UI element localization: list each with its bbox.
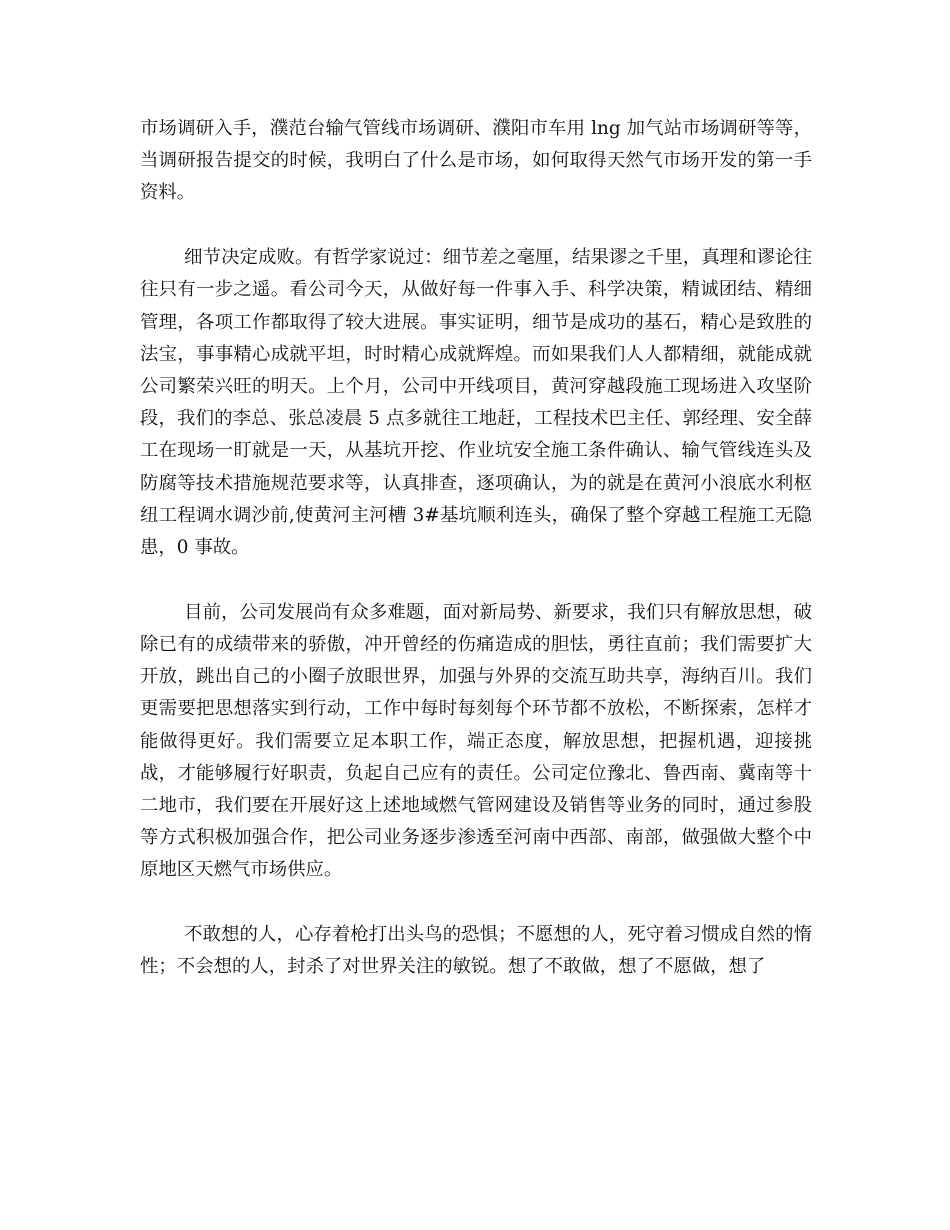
paragraph-3: 目前，公司发展尚有众多难题，面对新局势、新要求，我们只有解放思想，破除已有的成绩带来的骄傲，冲开曾经的伤痛造成的胆怯，勇往直前；我们需要扩大开放，跳出自己的小圈子放眼世界，加强与外界的交流互助共享，海纳百川。我们更需要把思想落实到行动，工作中每时每刻每个环节都不放松，不断探索，怎样才能做得更好。我们需要立足本职工作，端正态度，解放思想，把握机遇，迎接挑战，才能够履行好职责，负起自己应有的责任。公司定位豫北、鲁西南、冀南等十二地市，我们要在开展好这上述地域燃气管网建设及销售等业务的同时，通过参股等方式积极加强合作，把公司业务逐步渗透至河南中西部、南部，做强做大整个中原地区天燃气市场供应。 <box>140 601 812 881</box>
paragraph-1: 市场调研入手，濮范台输气管线市场调研、濮阳市车用 lng 加气站市场调研等等，当调研报告提交的时候，我明白了什么是市场，如何取得天然气市场开发的第一手资料。 <box>140 118 812 204</box>
paragraph-2: 细节决定成败。有哲学家说过：细节差之毫厘，结果谬之千里，真理和谬论往往只有一步之遥。看公司今天，从做好每一件事入手、科学决策，精诚团结、精细管理，各项工作都取得了较大进展。事实证明，细节是成功的基石，精心是致胜的法宝，事事精心成就平坦，时时精心成就辉煌。而如果我们人人都精细，就能成就公司繁荣兴旺的明天。上个月，公司中开线项目，黄河穿越段施工现场进入攻坚阶段，我们的李总、张总凌晨 5 点多就往工地赶，工程技术巴主任、郭经理、安全薛工在现场一盯就是一天，从基坑开挖、作业坑安全施工条件确认、输气管线连头及防腐等技术措施规范要求等，认真排查，逐项确认，为的就是在黄河小浪底水利枢纽工程调水调沙前,使黄河主河槽 3#基坑顺利连头，确保了整个穿越工程施工无隐患，0 事故。 <box>140 247 812 559</box>
paragraph-4: 不敢想的人，心存着枪打出头鸟的恐惧；不愿想的人，死守着习惯成自然的惰性；不会想的人，封杀了对世界关注的敏锐。想了不敢做，想了不愿做，想了 <box>140 924 812 978</box>
document-body <box>140 113 812 1016</box>
